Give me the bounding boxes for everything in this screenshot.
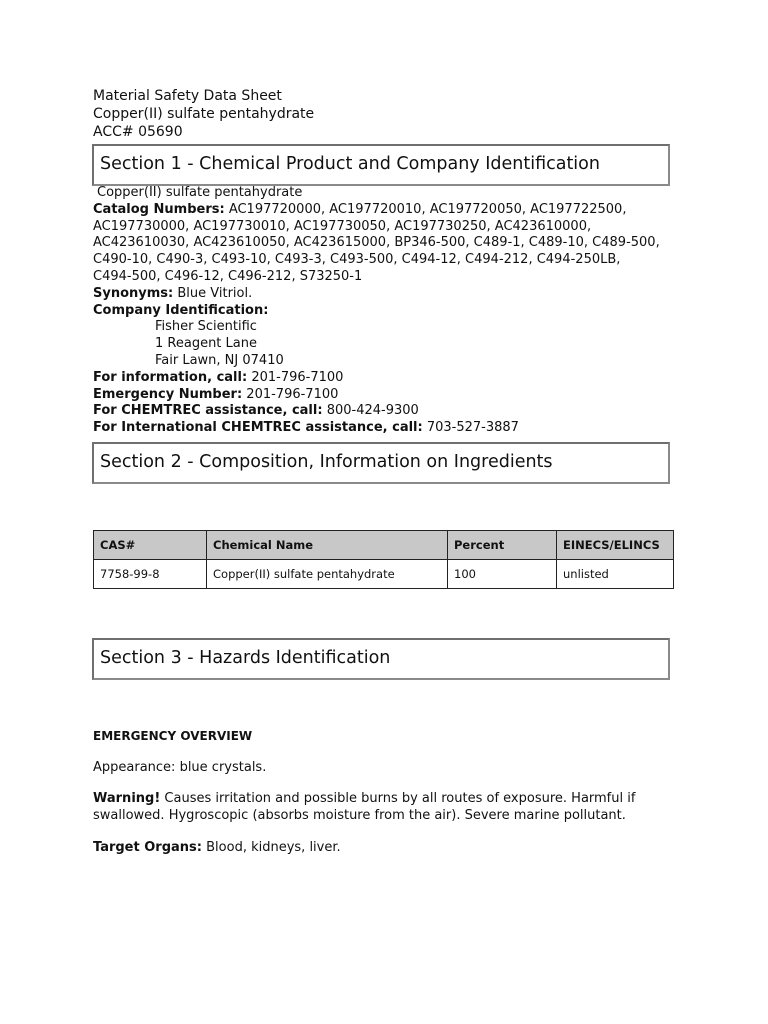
cell-cas: 7758-99-8 bbox=[94, 560, 207, 589]
catalog-line: AC423610030, AC423610050, AC423615000, BP346-500, C489-1, C489-10, C489-500, bbox=[93, 235, 660, 251]
appearance-text: Appearance: blue crystals. bbox=[93, 760, 267, 775]
warning-label: Warning! bbox=[93, 791, 161, 806]
column-header-percent: Percent bbox=[448, 531, 557, 560]
section-2-header bbox=[92, 442, 670, 484]
section-1-header bbox=[92, 144, 670, 186]
emergency-overview-heading: EMERGENCY OVERVIEW bbox=[93, 729, 253, 743]
target-organs-value: Blood, kidneys, liver. bbox=[206, 840, 341, 855]
warning-text: Warning! Causes irritation and possible burns by all routes of exposure. Harmful if swallowed. Hygroscopic (absorbs moisture from the air). Severe marine pollutant. bbox=[93, 791, 636, 823]
cell-percent: 100 bbox=[448, 560, 557, 589]
catalog-line: AC197730000, AC197730010, AC197730050, AC197730250, AC423610000, bbox=[93, 218, 592, 234]
product-name: Copper(II) sulfate pentahydrate bbox=[97, 185, 303, 200]
composition-table bbox=[93, 530, 674, 589]
contact-intl-chemtrec: For International CHEMTREC assistance, call: 703-527-3887 bbox=[93, 420, 519, 436]
catalog-label: Catalog Numbers: bbox=[93, 201, 225, 217]
section-3-header bbox=[92, 638, 670, 680]
company-street: 1 Reagent Lane bbox=[155, 336, 257, 352]
catalog-line: C494-500, C496-12, C496-212, S73250-1 bbox=[93, 268, 363, 284]
column-header-einecs: EINECS/ELINCS bbox=[557, 531, 674, 560]
column-header-cas: CAS# bbox=[94, 531, 207, 560]
section-2-title: Section 2 - Composition, Information on Ingredients bbox=[100, 452, 553, 472]
cell-einecs: unlisted bbox=[557, 560, 674, 589]
catalog-line: AC197720000, AC197720010, AC197720050, AC197722500, bbox=[228, 201, 627, 217]
column-header-chemical-name: Chemical Name bbox=[207, 531, 448, 560]
company-city: Fair Lawn, NJ 07410 bbox=[155, 352, 284, 368]
contact-information: For information, call: 201-796-7100 bbox=[93, 369, 344, 385]
synonyms-value: Blue Vitriol. bbox=[177, 285, 253, 301]
chemical-name: Copper(II) sulfate pentahydrate bbox=[93, 106, 315, 122]
table-row bbox=[94, 560, 674, 589]
company-name: Fisher Scientific bbox=[155, 319, 257, 335]
doc-title: Material Safety Data Sheet bbox=[93, 88, 282, 104]
table-header-row bbox=[94, 531, 674, 560]
catalog-numbers bbox=[93, 202, 683, 219]
target-organs bbox=[93, 839, 341, 856]
cell-chemical-name: Copper(II) sulfate pentahydrate bbox=[207, 560, 448, 589]
target-organs-label: Target Organs: bbox=[93, 840, 202, 855]
catalog-line: C490-10, C490-3, C493-10, C493-3, C493-500, C494-12, C494-212, C494-250LB, bbox=[93, 252, 621, 268]
company-label: Company Identification: bbox=[93, 302, 269, 318]
contact-emergency: Emergency Number: 201-796-7100 bbox=[93, 386, 339, 402]
section-3-title: Section 3 - Hazards Identification bbox=[100, 648, 391, 668]
acc-number: ACC# 05690 bbox=[93, 124, 183, 140]
synonyms-label: Synonyms: bbox=[93, 285, 174, 301]
section-1-title: Section 1 - Chemical Product and Company Identification bbox=[100, 154, 600, 174]
section-1-body bbox=[93, 185, 683, 437]
contact-chemtrec: For CHEMTREC assistance, call: 800-424-9300 bbox=[93, 403, 419, 419]
synonyms bbox=[93, 286, 683, 303]
